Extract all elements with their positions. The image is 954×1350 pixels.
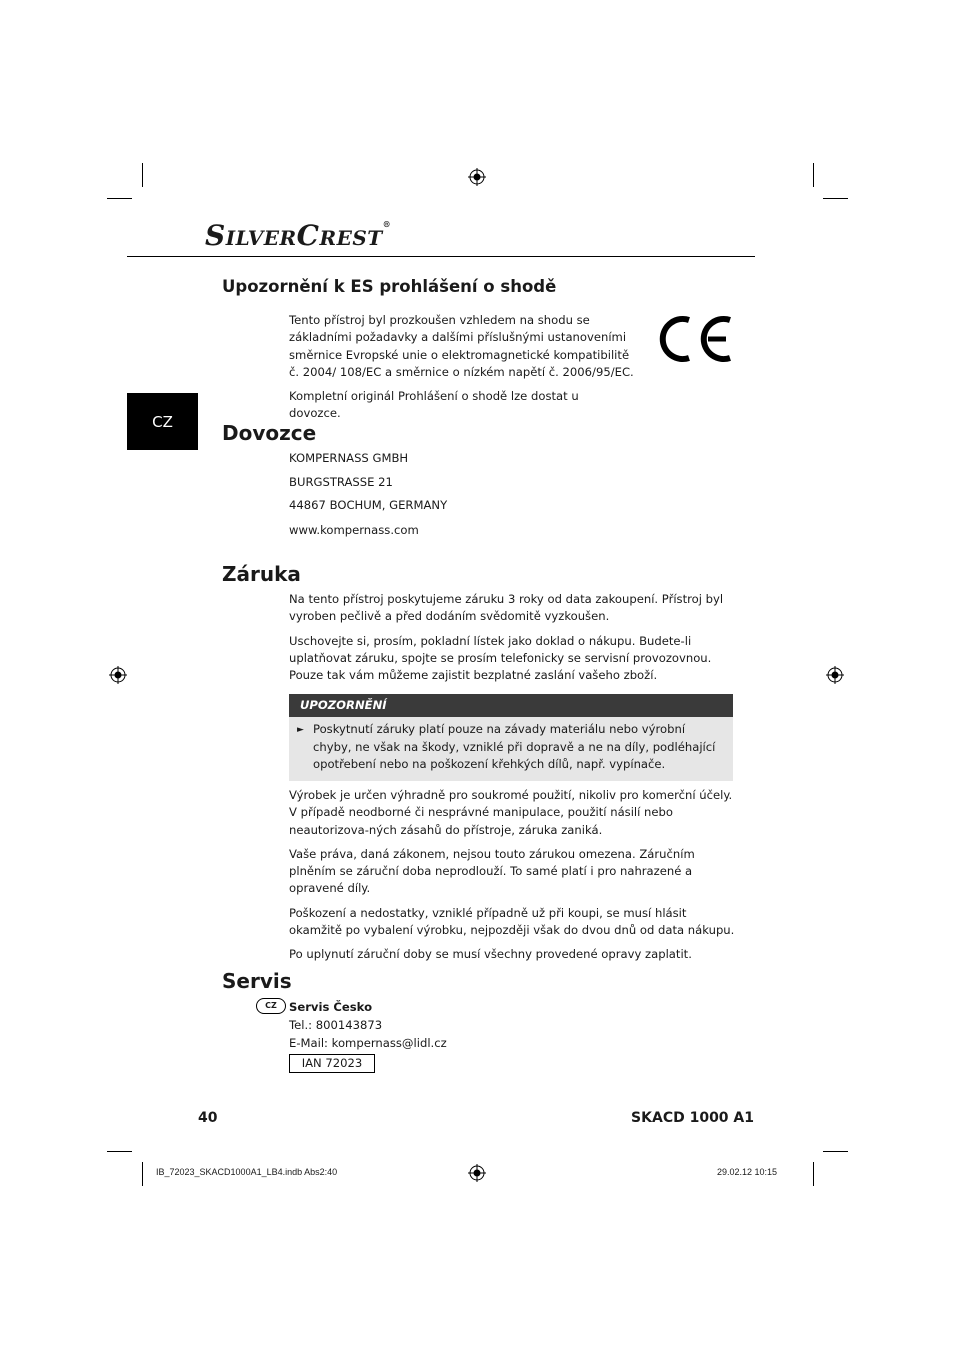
brand-logo [205, 219, 391, 252]
language-tab: CZ [127, 393, 198, 450]
paragraph: Poškození a nedostatky, vzniklé případně už při koupi, se musí hlásit okamžitě po vybalení výrobku, nejpozději však do dvou dnů od data nákupu. [289, 905, 735, 938]
warranty-terms [289, 787, 737, 971]
country-badge: CZ [256, 998, 286, 1014]
registered-mark: ® [382, 219, 392, 229]
paragraph: Kompletní originál Prohlášení o shodě lze dostat u dovozce. [289, 389, 579, 421]
warning-content [289, 717, 733, 781]
print-slug-file: IB_72023_SKACD1000A1_LB4.indb Abs2:40 [156, 1167, 338, 1177]
paragraph: Uschovejte si, prosím, pokladní lístek jako doklad o nákupu. Budete-li uplatňovat záruku, spojte se prosím telefonicky se servisní provozovnou. Pouze tak vám můžeme zajistit bezplatné zaslání vašeho zboží. [289, 633, 712, 683]
header-rule [127, 256, 755, 257]
importer-city: 44867 BOCHUM, GERMANY [289, 498, 448, 512]
ian-box: IAN 72023 [289, 1054, 375, 1073]
warning-text: Poskytnutí záruky platí pouze na závady materiálu nebo výrobní chyby, ne však na škody, vzniklé při dopravě a ne na díly, podléhající opotřebení nebo na poškození křehkých dílů, např. vypínače. [313, 722, 716, 771]
paragraph: Na tento přístroj poskytujeme záruku 3 roky od data zakoupení. Přístroj byl vyroben pečlivě a před dodáním svědomitě vyzkoušen. [289, 592, 724, 624]
crop-mark [142, 163, 143, 187]
arrow-bullet-icon: ► [297, 725, 304, 735]
crop-mark [813, 1162, 814, 1186]
importer-name: KOMPERNASS GMBH [289, 451, 409, 465]
logo-letters: REST [319, 226, 383, 250]
paragraph: Po uplynutí záruční doby se musí všechny provedené opravy zaplatit. [289, 947, 692, 962]
crop-mark [813, 163, 814, 187]
paragraph: Vaše práva, daná zákonem, nejsou touto zárukou omezena. Záručním plněním se záruční doba neprodlouží. To samé platí i pro nahrazené a opravené díly. [289, 846, 695, 896]
importer-heading: Dovozce [222, 421, 317, 445]
importer-website: www.kompernass.com [289, 523, 419, 537]
warning-title: UPOZORNĚNÍ [289, 694, 733, 717]
paragraph: Výrobek je určen výhradně pro soukromé použití, nikoliv pro komerční účely. V případě neodborné či nesprávné manipulace, použití násilí nebo neautorizova-ných zásahů do přístroje, záruka zaniká. [289, 788, 733, 837]
print-slug-date: 29.02.12 10:15 [716, 1167, 777, 1177]
declaration-heading: Upozornění k ES prohlášení o shodě [222, 277, 557, 296]
logo-letters: ILVER [225, 226, 297, 250]
logo-letter: C [296, 219, 320, 252]
ce-mark-icon [656, 312, 734, 366]
warranty-intro [289, 591, 737, 691]
crop-mark [142, 1162, 143, 1186]
service-email: E-Mail: kompernass@lidl.cz [289, 1036, 447, 1050]
service-name: Servis Česko [289, 1000, 373, 1014]
registration-mark-icon [468, 1164, 486, 1182]
warranty-heading: Záruka [222, 562, 301, 586]
registration-mark-icon [826, 666, 844, 684]
registration-mark-icon [109, 666, 127, 684]
service-contact [289, 998, 447, 1052]
crop-mark [823, 1151, 848, 1152]
service-heading: Servis [222, 969, 292, 993]
registration-mark-icon [468, 168, 486, 186]
importer-street: BURGSTRASSE 21 [289, 475, 393, 489]
page-number: 40 [198, 1110, 218, 1126]
warning-box [289, 694, 733, 781]
declaration-text [289, 312, 634, 430]
crop-mark [823, 198, 848, 199]
paragraph: Tento přístroj byl prozkoušen vzhledem na shodu se základními požadavky a dalšími příslušnými ustanoveními směrnice Evropské unie o elektromagnetické kompatibilitě č. 2004/ 108/EC a směrnice o nízkém napětí č. 2006/95/EC. [289, 313, 634, 379]
service-phone: Tel.: 800143873 [289, 1018, 383, 1032]
crop-mark [107, 198, 132, 199]
model-number: SKACD 1000 A1 [631, 1110, 754, 1126]
crop-mark [107, 1151, 132, 1152]
logo-letter: S [205, 219, 226, 252]
